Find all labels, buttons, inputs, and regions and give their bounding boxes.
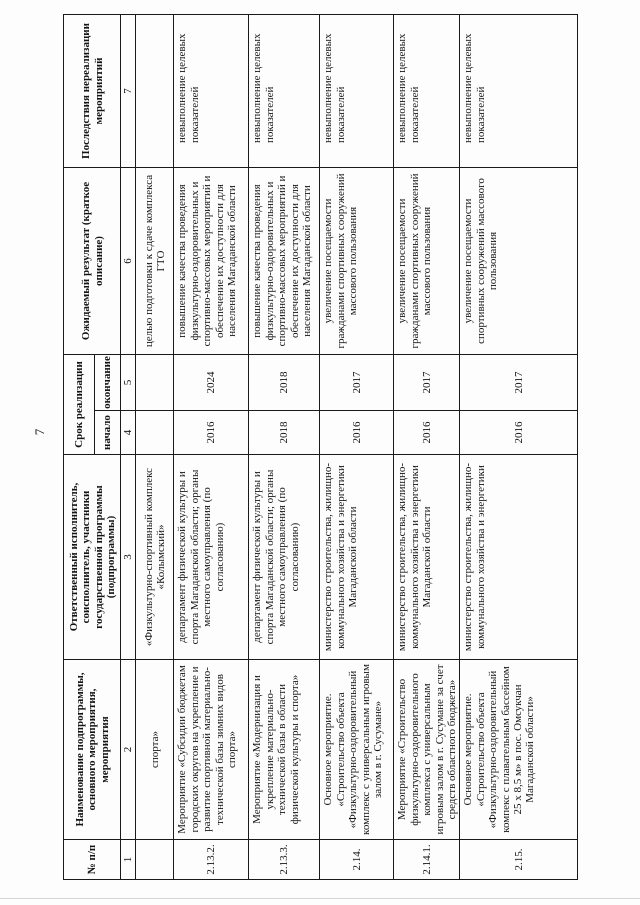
rotated-table-frame bbox=[63, 15, 578, 880]
table-row bbox=[174, 14, 249, 879]
start-year bbox=[136, 411, 174, 455]
measure-name: Мероприятие «Модернизация и укрепление материально-технической базы в области физической культуры и спорта» bbox=[249, 660, 320, 840]
column-number: 1 bbox=[121, 840, 136, 880]
column-number: 5 bbox=[121, 354, 136, 410]
expected-result: повышение качества проведения физкультурно-оздоровительных и спортивно-массовых мероприятий и обеспечение их доступности для населения Магаданской области bbox=[174, 167, 249, 354]
column-number: 3 bbox=[121, 455, 136, 660]
expected-result: увеличение посещаемости спортивных сооружений массового пользования bbox=[460, 167, 578, 354]
header-consequences: Последствия нереализации мероприятий bbox=[64, 14, 121, 167]
row-number: 2.14.1. bbox=[394, 840, 460, 880]
expected-result: увеличение посещаемости гражданами спортивных сооружений массового пользования bbox=[320, 167, 394, 354]
header-number: № п/п bbox=[64, 840, 121, 880]
table-row bbox=[460, 14, 578, 879]
expected-result: повышение качества проведения физкультурно-оздоровительных и спортивно-массовых мероприятий и обеспечение их доступности для населения Магаданской области bbox=[249, 167, 320, 354]
expected-result: целью подготовки к сдаче комплекса ГТО bbox=[136, 167, 174, 354]
end-year: 2024 bbox=[174, 354, 249, 410]
row-number bbox=[136, 840, 174, 880]
page-number: 7 bbox=[32, 428, 47, 436]
row-number: 2.14. bbox=[320, 840, 394, 880]
start-year: 2016 bbox=[320, 411, 394, 455]
end-year: 2018 bbox=[249, 354, 320, 410]
consequences: невыполнение целевых показателей bbox=[320, 14, 394, 167]
start-year: 2016 bbox=[174, 411, 249, 455]
column-numbers-row bbox=[121, 14, 136, 879]
executor: министерство строительства, жилищно-коммунального хозяйства и энергетики Магаданской области bbox=[394, 455, 460, 660]
consequences: невыполнение целевых показателей bbox=[174, 14, 249, 167]
executor: департамент физической культуры и спорта Магаданской области; органы местного самоуправления (по согласованию) bbox=[249, 455, 320, 660]
scan-edge-line bbox=[0, 898, 640, 899]
header-period-end: окончание bbox=[95, 354, 121, 410]
start-year: 2016 bbox=[394, 411, 460, 455]
column-number: 6 bbox=[121, 167, 136, 354]
end-year: 2017 bbox=[460, 354, 578, 410]
column-number: 2 bbox=[121, 660, 136, 840]
measure-name: Мероприятие «Строительство физкультурно-оздоровительного комплекса с универсальным игровым залом в г. Сусумане за счет средств областного бюджета» bbox=[394, 660, 460, 840]
measure-name: Основное мероприятие. «Строительство объекта «Физкультурно-оздоровительный компекс с плавательным бассейном 25 х 8,5 м» в пос. Омсукчан Магаданской области» bbox=[460, 660, 578, 840]
row-number: 2.15. bbox=[460, 840, 578, 880]
executor: «Физкультурно-спортивный комплекс «Колымский» bbox=[136, 455, 174, 660]
consequences: невыполнение целевых показателей bbox=[460, 14, 578, 167]
start-year: 2016 bbox=[460, 411, 578, 455]
expected-result: увеличение посещаемости гражданами спортивных сооружений массового пользования bbox=[394, 167, 460, 354]
header-period-start: начало bbox=[95, 411, 121, 455]
measure-name: спорта» bbox=[136, 660, 174, 840]
header-name: Наименование подпрограммы, основного мероприятия, мероприятия bbox=[64, 660, 121, 840]
end-year bbox=[136, 354, 174, 410]
executor: департамент физической культуры и спорта Магаданской области; органы местного самоуправления (по согласованию) bbox=[174, 455, 249, 660]
end-year: 2017 bbox=[394, 354, 460, 410]
consequences: невыполнение целевых показателей bbox=[249, 14, 320, 167]
executor: министерство строительства, жилищно-коммунального хозяйства и энергетики Магаданской области bbox=[320, 455, 394, 660]
consequences: невыполнение целевых показателей bbox=[394, 14, 460, 167]
measures-table bbox=[63, 14, 578, 880]
table-row bbox=[394, 14, 460, 879]
header-period: Срок реализации bbox=[64, 354, 95, 454]
table-row bbox=[136, 14, 174, 879]
header-row bbox=[64, 14, 95, 879]
executor: министерство строительства, жилищно-коммунального хозяйства и энергетики bbox=[460, 455, 578, 660]
column-number: 4 bbox=[121, 411, 136, 455]
start-year: 2018 bbox=[249, 411, 320, 455]
measure-name: Основное мероприятие. «Строительство объекта «Физкультурно-оздоровительный комплекс с универсальным игровым залом в г. Сусумане» bbox=[320, 660, 394, 840]
consequences bbox=[136, 14, 174, 167]
column-number: 7 bbox=[121, 14, 136, 167]
end-year: 2017 bbox=[320, 354, 394, 410]
row-number: 2.13.2. bbox=[174, 840, 249, 880]
header-executor: Ответственный исполнитель, соисполнитель, участники государственной программы (подпрограммы) bbox=[64, 455, 121, 660]
table-row bbox=[320, 14, 394, 879]
row-number: 2.13.3. bbox=[249, 840, 320, 880]
measure-name: Мероприятие «Субсидии бюджетам городских округов на укрепление и развитие спортивной материально-технической базы зимних видов спорта» bbox=[174, 660, 249, 840]
header-result: Ожидаемый результат (краткое описание) bbox=[64, 167, 121, 354]
table-row bbox=[249, 14, 320, 879]
